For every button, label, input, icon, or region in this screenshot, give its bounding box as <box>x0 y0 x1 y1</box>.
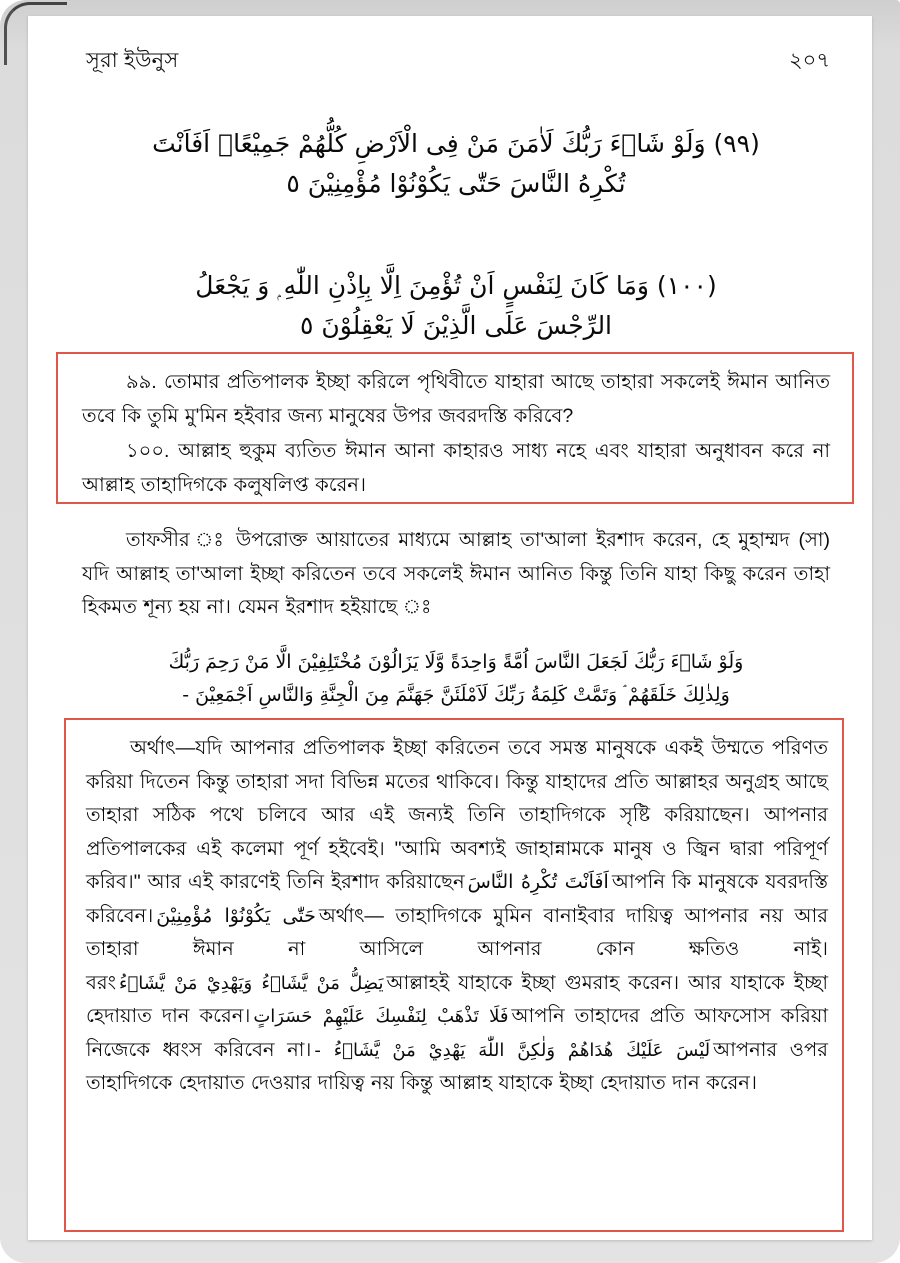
page-number: ২০৭ <box>789 49 830 72</box>
translation-ayah-100 <box>82 435 830 502</box>
commentary-arabic-4: فَلَا تَذْهَبْ لِنَفْسِكَ عَلَيْهِمْ حَسَرَاتٍ <box>253 1006 509 1028</box>
ayah-100-line-1: (١٠٠) وَمَا كَانَ لِنَفْسٍ اَنْ تُؤْمِنَ اِلَّا بِاِذْنِ اللّٰهِ ۭ وَ يَجْعَلُ <box>195 271 717 300</box>
translation-ayah-99-text: ৯৯. তোমার প্রতিপালক ইচ্ছা করিলে পৃথিবীতে যাহারা আছে তাহারা সকলেই ঈমান আনিত তবে কি তুমি মু'মিন হইবার জন্য মানুষের উপর জবরদস্তি করিবে? <box>82 371 830 427</box>
commentary-segment-3: অর্থাৎ— তাহাদিগকে মুমিন বানাইবার দায়িত্ব আপনার নয় আর তাহারা ঈমান না আসিলে আপনার কোন ক্ষতিও নাই। বরং <box>86 904 828 994</box>
page-content-area <box>28 16 872 1240</box>
quotation-arabic <box>74 646 838 713</box>
ayah-99-arabic <box>74 124 838 203</box>
quotation-line-1: وَلَوْ شَاۤءَ رَبُّكَ لَجَعَلَ النَّاسَ اُمَّةً وَاحِدَةً وَّلَا يَزَالُوْنَ مُخْتَلِفِيْنَ الَّا مَنْ رَحِمَ رَبُّكَ <box>168 651 744 673</box>
tafsir-paragraph <box>82 524 830 625</box>
commentary-arabic-1: اَفَاَنْتَ تُكْرِهُ النَّاسَ <box>467 871 609 894</box>
commentary-segment-2: আপনি কি মানুষকে যবরদস্তি করিবেন। <box>86 871 829 927</box>
translation-ayah-99 <box>82 366 830 433</box>
commentary-segment-5: আপনি তাহাদের প্রতি আফসোস করিয়া নিজেকে ধ্বংস করিবেন না। <box>86 1005 829 1061</box>
ayah-99-line-2: تُكْرِهُ النَّاسَ حَتّٰى يَكُوْنُوْا مُؤْمِنِيْنَ ٥ <box>286 168 626 198</box>
book-page <box>28 16 872 1240</box>
ayah-100-line-2: الرِّجْسَ عَلَى الَّذِيْنَ لَا يَعْقِلُوْنَ ٥ <box>299 310 613 340</box>
commentary-paragraph <box>86 732 828 1101</box>
ayah-99-line-1: (٩٩) وَلَوْ شَاۤءَ رَبُّكَ لَاٰمَنَ مَنْ فِى الْاَرْضِ كُلُّهُمْ جَمِيْعًاۚ اَفَاَنْتَ <box>152 129 760 158</box>
surah-title: সূরা ইউনুস <box>86 49 179 72</box>
quotation-line-2: وَلِذٰلِكَ خَلَقَهُمْ ۘ وَتَمَّتْ كَلِمَةُ رَبِّكَ لَاَمْلَئَنَّ جَهَنَّمَ مِنَ الْجِنَّةِ وَالنَّاسِ اَجْمَعِيْنَ - <box>182 684 730 707</box>
commentary-segment-4: আল্লাহই যাহাকে ইচ্ছা গুমরাহ করেন। আর যাহাকে ইচ্ছা হেদায়াত দান করেন। <box>86 971 829 1028</box>
commentary-arabic-5: لَيْسَ عَلَيْكَ هُدَاهُمْ وَلٰكِنَّ اللّٰهَ يَهْدِيْ مَنْ يَّشَاۤءُ - <box>314 1039 711 1061</box>
commentary-arabic-3: يَضِلُّ مَنْ يَّشَاۤءُ وَيَهْدِيْ مَنْ يَّشَاۤءُ <box>118 972 384 994</box>
commentary-segment-6: আপনার ওপর তাহাদিগকে হেদায়াত দেওয়ার দায়িত্ব নয় কিন্তু আল্লাহ যাহাকে ইচ্ছা হেদায়াত দান করেন। <box>86 1038 828 1095</box>
tafsir-text: তাফসীর ঃ উপরোক্ত আয়াতের মাধ্যমে আল্লাহ তা'আলা ইরশাদ করেন, হে মুহাম্মদ (সা) যদি আল্লাহ তা'আলা ইচ্ছা করিতেন তবে সকলেই ঈমান আনিত কিন্তু তিনি যাহা কিছু করেন তাহা হিকমত শূন্য হয় না। যেমন ইরশাদ হইয়াছে ঃ <box>82 529 830 619</box>
translation-ayah-100-text: ১০০. আল্লাহ হুকুম ব্যতিত ঈমান আনা কাহারও সাধ্য নহে এবং যাহারা অনুধাবন করে না আল্লাহ তাহাদিগকে কলুষলিপ্ত করেন। <box>82 440 830 496</box>
tafsir-section <box>82 524 830 625</box>
commentary-segment-1: অর্থাৎ—যদি আপনার প্রতিপালক ইচ্ছা করিতেন তবে সমস্ত মানুষকে একই উম্মতে পরিণত করিয়া দিতেন কিন্তু তাহারা সদা বিভিন্ন মতের থাকিবে। কিন্তু যাহাদের প্রতি আল্লাহর অনুগ্রহ আছে তাহারা সঠিক পথে চলিবে আর এই জন্যই তিনি তাহাদিগকে সৃষ্টি করিয়াছেন। আপনার প্রতিপালকের এই কলেমা পূর্ণ হইবেই। "আমি অবশ্যই জাহান্নামকে মানুষ ও জ্বিন দ্বারা পরিপূর্ণ করিব।" আর এই কারণেই তিনি ইরশাদ করিয়াছেন <box>86 737 828 894</box>
commentary-arabic-2: حَتّٰى يَكُوْنُوْا مُؤْمِنِيْنَ <box>156 904 316 927</box>
ayah-100-arabic <box>74 266 838 345</box>
running-head <box>86 44 830 78</box>
translation-text <box>82 366 830 504</box>
commentary-text <box>86 732 828 1101</box>
